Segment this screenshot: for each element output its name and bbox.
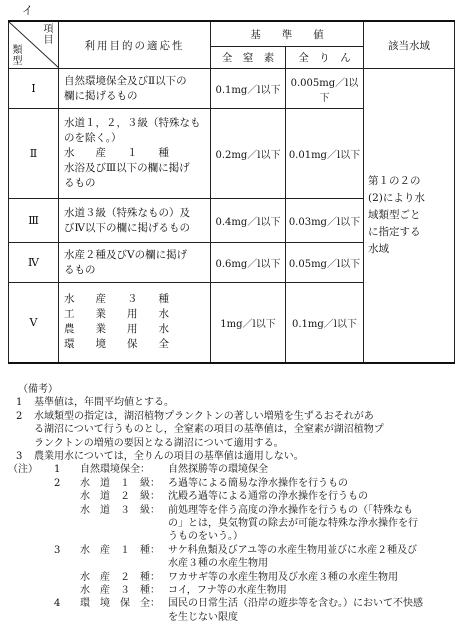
definition-number: 2 bbox=[54, 477, 61, 489]
row-tn: 0.4mg／l以下 bbox=[211, 199, 286, 243]
row-tn: 0.2mg／l以下 bbox=[211, 109, 286, 199]
definition-line bbox=[8, 477, 458, 490]
definition-line bbox=[8, 557, 458, 570]
definition-term: 水 産 １ 種： bbox=[80, 544, 160, 556]
definition-line bbox=[8, 463, 458, 476]
note-item: 2 水域類型の指定は，湖沼植物プランクトンの著しい増殖を生ずるおそれがあ る湖沼について行うものとし，全窒素の項目の基準値は，全窒素が湖沼植物プ ランクトンの増殖の要因となる湖沼について適用する。 bbox=[16, 410, 384, 449]
definition-desc: ろ過等による簡易な浄水操作を行うもの bbox=[168, 477, 348, 489]
definition-line bbox=[8, 597, 458, 610]
definition-line bbox=[8, 530, 458, 543]
definition-desc: 自然探勝等の環境保全 bbox=[168, 464, 268, 476]
definition-desc: ワカサギ等の水産生物用及び水産３種の水産生物用 bbox=[168, 571, 398, 583]
row-type: Ⅱ bbox=[9, 109, 59, 199]
row-purpose: 水 産 ３ 種 工 業 用 水 農 業 用 水 環 境 保 全 bbox=[59, 283, 211, 363]
header-total-phosphorus: 全 り ん bbox=[286, 47, 364, 69]
definition-term: 水 産 ２ 種： bbox=[80, 571, 160, 583]
definition-line bbox=[8, 611, 458, 624]
header-waters: 該当水域 bbox=[364, 21, 455, 69]
definition-desc: 前処理等を伴う高度の浄水操作を行うもの（「特殊なも bbox=[168, 504, 413, 516]
notes-title: （備考） bbox=[18, 384, 58, 395]
table-row bbox=[9, 69, 455, 109]
definition-line bbox=[8, 504, 458, 517]
definition-term: 自然環境保全： bbox=[80, 464, 150, 476]
row-tn: 0.6mg／l以下 bbox=[211, 243, 286, 283]
row-tn: 1mg／l以下 bbox=[211, 283, 286, 363]
definition-number: 3 bbox=[54, 544, 61, 556]
definition-term: 水 道 １ 級： bbox=[80, 477, 160, 489]
header-standard: 基 準 値 bbox=[211, 21, 364, 47]
definition-desc: コイ，フナ等の水産生物用 bbox=[168, 584, 287, 596]
header-item: 項目 bbox=[43, 24, 54, 46]
definition-line bbox=[8, 490, 458, 503]
row-tn: 0.1mg／l以下 bbox=[211, 69, 286, 109]
definition-desc: の」とは，臭気物質の除去が可能な特殊な浄水操作を行 bbox=[168, 518, 418, 529]
row-purpose: 水産２種及びⅤの欄に掲げ るもの bbox=[59, 243, 211, 283]
row-type: Ⅰ bbox=[9, 69, 59, 109]
row-tp: 0.1mg／l以下 bbox=[286, 283, 364, 363]
definition-line bbox=[8, 571, 458, 584]
row-type: Ⅴ bbox=[9, 283, 59, 363]
definitions-list bbox=[8, 463, 458, 624]
row-tp: 0.03mg／l以下 bbox=[286, 199, 364, 243]
notes-section bbox=[8, 383, 458, 624]
notes-chu: （注） bbox=[8, 464, 38, 476]
definition-number: 1 bbox=[54, 464, 61, 476]
definition-term: 水 道 ３ 級： bbox=[80, 504, 160, 516]
header-type: 類型 bbox=[12, 45, 23, 67]
note-item: 3 農業用水については，全りんの項目の基準値は適用しない。 bbox=[16, 451, 304, 463]
definition-term: 水 道 ２ 級： bbox=[80, 491, 160, 503]
row-purpose: 水道１，２，３級（特殊なも のを除く。） 水 産 １ 種 水浴及びⅢ以下の欄に掲げ るもの bbox=[59, 109, 211, 199]
definition-desc: 国民の日常生活（沿岸の遊歩等を含む。）において不快感 bbox=[168, 598, 423, 610]
header-purpose: 利用目的の適応性 bbox=[59, 21, 211, 69]
header-total-nitrogen: 全 窒 素 bbox=[211, 47, 286, 69]
row-purpose: 自然環境保全及びⅡ以下の 欄に掲げるもの bbox=[59, 69, 211, 109]
definition-line bbox=[8, 584, 458, 597]
row-purpose: 水道３級（特殊なもの）及 びⅣ以下の欄に掲げるもの bbox=[59, 199, 211, 243]
definition-desc: サケ科魚類及びアユ等の水産生物用並びに水産２種及び bbox=[168, 544, 418, 556]
definition-term: 環 境 保 全： bbox=[80, 598, 160, 610]
definition-desc: うものをいう。） bbox=[168, 531, 243, 543]
definition-desc: 水産３種の水産生物用 bbox=[168, 558, 268, 570]
row-tp: 0.01mg／l以下 bbox=[286, 109, 364, 199]
waters-cell: 第１の２の (2)により水 域類型ごと に指定する 水域 bbox=[364, 69, 455, 363]
definition-line bbox=[8, 544, 458, 557]
standards-table bbox=[8, 20, 455, 364]
note-item: 1 基準値は，年間平均値とする。 bbox=[16, 397, 174, 409]
row-tp: 0.05mg／l以下 bbox=[286, 243, 364, 283]
definition-term: 水 産 ３ 種： bbox=[80, 584, 160, 596]
row-type: Ⅲ bbox=[9, 199, 59, 243]
definition-number: 4 bbox=[54, 598, 61, 610]
header-corner-cell bbox=[9, 21, 59, 69]
row-type: Ⅳ bbox=[9, 243, 59, 283]
definition-desc: を生じない限度 bbox=[168, 611, 238, 623]
definition-desc: 沈殿ろ過等による通常の浄水操作を行うもの bbox=[168, 491, 368, 503]
row-tp: 0.005mg／l以下 bbox=[286, 69, 364, 109]
definition-line bbox=[8, 517, 458, 530]
corner-label: イ bbox=[22, 4, 33, 17]
